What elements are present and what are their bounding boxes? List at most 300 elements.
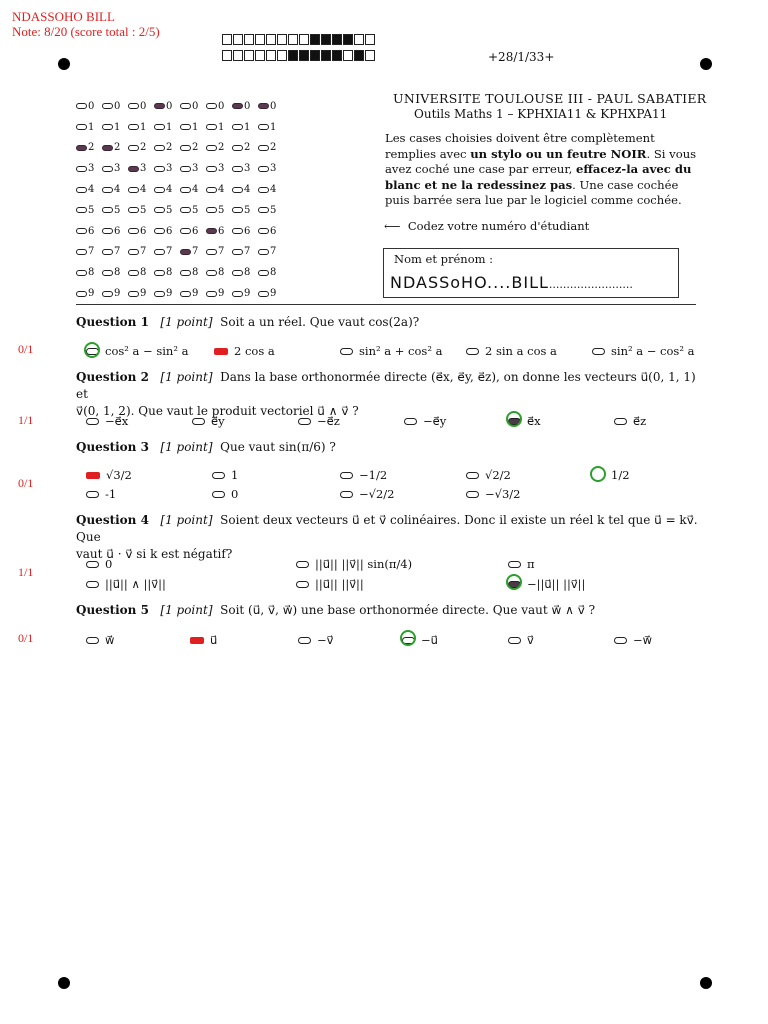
student-id-cell[interactable] [154,205,180,216]
student-id-cell[interactable] [128,246,154,257]
student-id-bubble[interactable] [180,166,191,172]
correct-answer-ring-q5 [400,630,416,646]
student-id-digit: 0 [114,100,121,112]
barcode-row-1-cell [244,34,254,45]
student-id-cell[interactable] [258,246,284,257]
question-1-text: Soit a un réel. Que vaut cos(2a)? [220,315,420,329]
student-id-cell[interactable] [232,205,258,216]
student-id-cell[interactable] [206,226,232,237]
question-2-score: 1/1 [18,413,34,427]
question-4-title: Question 4 [76,513,149,527]
student-id-bubble[interactable] [76,166,87,172]
student-id-bubble[interactable] [258,228,269,234]
barcode-row-2-cell [266,50,276,61]
student-id-cell[interactable] [232,288,258,299]
q1-option-2[interactable]: 2 cos a [214,344,275,358]
student-id-digit: 9 [114,288,121,300]
q3-option-6[interactable]: -1 [86,487,116,501]
student-id-cell[interactable] [232,184,258,195]
student-id-cell[interactable] [76,226,102,237]
student-id-bubble[interactable] [102,103,113,109]
student-id-digit: 8 [166,267,173,279]
student-id-bubble[interactable] [232,145,243,151]
student-id-bubble[interactable] [128,270,139,276]
student-id-digit: 7 [114,246,121,258]
q3-option-3[interactable]: −1/2 [340,468,387,482]
question-5-points: [1 point] [160,603,213,617]
student-id-digit: 1 [244,121,251,133]
student-id-bubble[interactable] [180,291,191,297]
student-id-bubble[interactable] [76,103,87,109]
student-id-digit: 9 [88,288,95,300]
student-id-digit: 4 [166,184,173,196]
student-id-cell[interactable] [76,101,102,112]
q5-option-1[interactable]: w⃗ [86,633,114,647]
student-id-cell[interactable] [154,184,180,195]
student-id-cell[interactable] [180,288,206,299]
student-name-header: NDASSOHO BILL [12,9,115,24]
student-id-cell[interactable] [232,267,258,278]
student-id-bubble[interactable] [76,228,87,234]
student-id-cell[interactable] [180,122,206,133]
q4-option-1[interactable]: 0 [86,557,112,571]
student-id-digit: 2 [218,142,225,154]
student-id-cell[interactable] [128,122,154,133]
q1-option-4[interactable]: 2 sin a cos a [466,344,557,358]
q4-option-6[interactable]: −||u⃗|| ||v⃗|| [508,577,585,591]
student-id-bubble[interactable] [128,166,139,172]
student-id-cell[interactable] [102,226,128,237]
student-id-digit: 8 [114,267,121,279]
student-id-bubble[interactable] [206,103,217,109]
student-id-bubble[interactable] [76,270,87,276]
student-id-digit: 5 [218,204,225,216]
student-id-cell[interactable] [258,226,284,237]
student-id-digit: 1 [270,121,277,133]
student-id-digit: 5 [244,204,251,216]
student-id-digit: 9 [140,288,147,300]
student-id-bubble[interactable] [206,291,217,297]
student-id-bubble[interactable] [102,124,113,130]
student-id-cell[interactable] [206,267,232,278]
q2-option-6[interactable]: e⃗z [614,414,646,428]
student-id-bubble[interactable] [128,291,139,297]
question-2-title: Question 2 [76,370,149,384]
student-id-cell[interactable] [102,184,128,195]
student-id-bubble[interactable] [154,207,165,213]
student-id-bubble[interactable] [128,124,139,130]
student-id-cell[interactable] [180,267,206,278]
student-id-digit: 5 [88,204,95,216]
student-id-cell[interactable] [258,267,284,278]
q5-option-6[interactable]: −w⃗ [614,633,652,647]
student-id-cell[interactable] [154,246,180,257]
student-id-bubble[interactable] [128,207,139,213]
correct-answer-ring-q2 [506,411,522,427]
student-id-cell[interactable] [102,142,128,153]
registration-mark-bottom-right [700,977,712,989]
student-id-bubble[interactable] [232,187,243,193]
question-3-points: [1 point] [160,440,213,454]
student-id-cell[interactable] [232,163,258,174]
student-id-cell[interactable] [102,101,128,112]
q3-option-4[interactable]: √2/2 [466,468,511,482]
student-id-cell[interactable] [76,205,102,216]
barcode-row-2-cell [244,50,254,61]
student-id-digit: 7 [244,246,251,258]
student-id-digit: 4 [140,184,147,196]
student-id-digit: 5 [140,204,147,216]
student-id-bubble[interactable] [232,291,243,297]
student-id-cell[interactable] [258,142,284,153]
question-1-title: Question 1 [76,315,149,329]
student-id-cell[interactable] [76,246,102,257]
student-id-cell[interactable] [232,226,258,237]
student-id-cell[interactable] [180,246,206,257]
student-id-digit: 7 [88,246,95,258]
instructions [385,131,697,209]
student-id-cell[interactable] [154,267,180,278]
student-id-cell[interactable] [154,163,180,174]
student-id-digit: 1 [218,121,225,133]
barcode-row-1-cell [310,34,320,45]
wrong-answer-mark[interactable] [86,472,100,479]
student-id-bubble[interactable] [258,103,269,109]
student-id-bubble[interactable] [258,145,269,151]
student-id-cell[interactable] [128,226,154,237]
student-id-digit: 4 [244,184,251,196]
student-id-bubble[interactable] [258,270,269,276]
student-id-digit: 9 [166,288,173,300]
q5-option-4[interactable]: −u⃗ [402,633,438,647]
student-id-cell[interactable] [102,246,128,257]
student-id-row [76,96,284,117]
correct-answer-ring-q4 [506,574,522,590]
student-id-bubble[interactable] [102,145,113,151]
student-id-digit: 6 [218,225,225,237]
question-4-score: 1/1 [18,565,34,579]
student-id-row [76,138,284,159]
q1-option-3[interactable]: sin² a + cos² a [340,344,442,358]
student-id-cell[interactable] [128,205,154,216]
student-id-cell[interactable] [128,142,154,153]
student-id-bubble[interactable] [154,249,165,255]
student-id-digit: 4 [114,184,121,196]
student-id-digit: 4 [218,184,225,196]
student-id-bubble[interactable] [206,207,217,213]
student-id-bubble[interactable] [206,166,217,172]
student-id-digit: 0 [244,100,251,112]
student-id-digit: 8 [270,267,277,279]
student-id-bubble[interactable] [180,207,191,213]
question-4-text: Soient deux vecteurs u⃗ et v⃗ colinéaires. Donc il existe un réel k tel que u⃗ = kv⃗. Que [76,513,698,544]
student-id-bubble[interactable] [154,103,165,109]
student-id-cell[interactable] [128,101,154,112]
student-id-bubble[interactable] [128,103,139,109]
q5-option-5[interactable]: v⃗ [508,633,534,647]
student-id-cell[interactable] [76,163,102,174]
student-id-bubble[interactable] [102,166,113,172]
instructions-text-2: . Si vous avez coché une case par erreur, [385,146,697,177]
student-id-digit: 2 [140,142,147,154]
name-box-label: Nom et prénom : [394,252,494,266]
barcode-row-2-cell [255,50,265,61]
student-id-bubble[interactable] [180,228,191,234]
q3-option-9[interactable]: −√3/2 [466,487,520,501]
student-id-digit: 6 [270,225,277,237]
student-id-digit: 2 [88,142,95,154]
q3-option-5[interactable]: 1/2 [611,468,630,482]
student-id-cell[interactable] [154,101,180,112]
q4-option-2[interactable]: ||u⃗|| ||v⃗|| sin(π/4) [296,557,412,571]
student-id-bubble[interactable] [76,291,87,297]
student-id-bubble[interactable] [128,249,139,255]
student-id-digit: 1 [166,121,173,133]
student-id-cell[interactable] [258,163,284,174]
q2-option-5[interactable]: e⃗x [508,414,541,428]
student-id-bubble[interactable] [258,249,269,255]
student-id-bubble[interactable] [128,187,139,193]
student-id-cell[interactable] [206,122,232,133]
q4-option-4[interactable]: ||u⃗|| ∧ ||v⃗|| [86,577,166,591]
registration-mark-top-right [700,58,712,70]
student-id-cell[interactable] [102,122,128,133]
student-id-cell[interactable] [128,288,154,299]
student-id-digit: 7 [166,246,173,258]
student-id-bubble[interactable] [76,124,87,130]
student-id-bubble[interactable] [206,249,217,255]
student-id-cell[interactable] [128,267,154,278]
student-id-bubble[interactable] [258,124,269,130]
student-id-cell[interactable] [258,205,284,216]
student-id-digit: 0 [192,100,199,112]
student-id-bubble[interactable] [206,124,217,130]
student-id-digit: 5 [270,204,277,216]
q1-option-5[interactable]: sin² a − cos² a [592,344,694,358]
q2-option-3[interactable]: −e⃗z [298,414,340,428]
student-id-cell[interactable] [206,205,232,216]
student-id-digit: 6 [192,225,199,237]
q3-option-7[interactable]: 0 [212,487,238,501]
student-id-cell[interactable] [180,226,206,237]
student-id-cell[interactable] [232,122,258,133]
student-id-bubble[interactable] [102,270,113,276]
student-id-digit: 6 [114,225,121,237]
student-id-cell[interactable] [180,101,206,112]
barcode-row-2-cell [365,50,375,61]
student-id-cell[interactable] [128,163,154,174]
student-id-cell[interactable] [258,122,284,133]
student-id-cell[interactable] [154,142,180,153]
student-id-bubble[interactable] [206,228,217,234]
student-id-bubble[interactable] [128,145,139,151]
student-id-row [76,242,284,263]
student-id-cell[interactable] [154,288,180,299]
student-id-bubble[interactable] [232,228,243,234]
name-box-value [390,273,633,292]
student-id-bubble[interactable] [76,207,87,213]
student-id-digit: 1 [88,121,95,133]
student-id-bubble[interactable] [232,270,243,276]
q1-option-1[interactable]: cos² a − sin² a [86,344,188,358]
student-id-cell[interactable] [206,184,232,195]
student-id-bubble[interactable] [102,249,113,255]
student-id-bubble[interactable] [128,228,139,234]
student-id-digit: 5 [192,204,199,216]
q2-option-4[interactable]: −e⃗y [404,414,446,428]
student-id-bubble[interactable] [154,145,165,151]
student-id-cell[interactable] [180,142,206,153]
question-5-text: Soit (u⃗, v⃗, w⃗) une base orthonormée directe. Que vaut w⃗ ∧ v⃗ ? [220,603,596,617]
student-id-bubble[interactable] [232,103,243,109]
student-id-bubble[interactable] [154,270,165,276]
student-id-bubble[interactable] [232,249,243,255]
student-id-cell[interactable] [258,184,284,195]
wrong-answer-mark[interactable] [214,348,228,355]
student-id-cell[interactable] [206,163,232,174]
student-id-cell[interactable] [76,288,102,299]
student-id-cell[interactable] [154,122,180,133]
student-id-bubble[interactable] [154,124,165,130]
name-box[interactable] [383,248,679,298]
student-id-digit: 2 [114,142,121,154]
barcode-row-1-cell [255,34,265,45]
question-2-points: [1 point] [160,370,213,384]
student-id-row [76,158,284,179]
student-id-digit: 8 [88,267,95,279]
student-id-cell[interactable] [76,267,102,278]
student-id-bubble[interactable] [76,249,87,255]
q4-option-3[interactable]: π [508,557,535,571]
barcode-row-2-cell [343,50,353,61]
student-id-bubble[interactable] [102,187,113,193]
student-id-digit: 4 [192,184,199,196]
student-id-bubble[interactable] [154,166,165,172]
student-id-cell[interactable] [180,205,206,216]
q3-option-8[interactable]: −√2/2 [340,487,394,501]
student-id-bubble[interactable] [180,270,191,276]
student-id-bubble[interactable] [180,103,191,109]
q5-option-2[interactable]: u⃗ [190,633,217,647]
student-id-cell[interactable] [232,101,258,112]
wrong-answer-mark[interactable] [190,637,204,644]
q4-option-5[interactable]: ||u⃗|| ||v⃗|| [296,577,364,591]
student-id-cell[interactable] [180,163,206,174]
student-id-cell[interactable] [76,142,102,153]
student-id-digit: 3 [218,163,225,175]
student-id-row [76,283,284,304]
question-5 [76,602,701,619]
student-id-digit: 7 [218,246,225,258]
question-3-title: Question 3 [76,440,149,454]
student-id-digit: 6 [244,225,251,237]
barcode-row-2-cell [354,50,364,61]
name-dots: ........................ [548,278,633,291]
student-id-cell[interactable] [206,288,232,299]
student-id-cell[interactable] [76,184,102,195]
question-1-score: 0/1 [18,342,34,356]
student-id-cell[interactable] [206,101,232,112]
student-id-bubble[interactable] [232,124,243,130]
student-id-cell[interactable] [258,101,284,112]
student-id-digit: 0 [140,100,147,112]
student-id-digit: 0 [88,100,95,112]
q3-option-2[interactable]: 1 [212,468,238,482]
student-id-digit: 5 [166,204,173,216]
q5-option-3[interactable]: −v⃗ [298,633,333,647]
student-id-bubble[interactable] [154,291,165,297]
student-id-bubble[interactable] [180,145,191,151]
student-id-bubble[interactable] [180,124,191,130]
student-id-cell[interactable] [102,288,128,299]
question-2 [76,369,701,420]
student-id-digit: 4 [270,184,277,196]
student-id-bubble[interactable] [258,187,269,193]
barcode-row-2-cell [233,50,243,61]
barcode-row-1-cell [354,34,364,45]
student-id-bubble[interactable] [232,166,243,172]
student-id-cell[interactable] [206,142,232,153]
barcode-row-2-cell [310,50,320,61]
student-id-digit: 8 [218,267,225,279]
student-id-cell[interactable] [102,267,128,278]
student-id-cell[interactable] [232,246,258,257]
student-id-bubble[interactable] [180,249,191,255]
student-id-digit: 3 [192,163,199,175]
student-id-bubble[interactable] [206,270,217,276]
student-id-cell[interactable] [180,184,206,195]
student-id-bubble[interactable] [258,166,269,172]
student-id-digit: 2 [166,142,173,154]
student-id-bubble[interactable] [180,187,191,193]
separator-line [76,304,696,305]
student-id-bubble[interactable] [76,145,87,151]
student-id-bubble[interactable] [76,187,87,193]
student-id-bubble[interactable] [102,291,113,297]
student-id-bubble[interactable] [206,145,217,151]
student-id-digit: 9 [244,288,251,300]
student-id-bubble[interactable] [232,207,243,213]
arrow-left-icon: ⟵ [384,219,401,233]
student-id-cell[interactable] [102,163,128,174]
q2-option-1[interactable]: −e⃗x [86,414,128,428]
barcode-row-2-cell [321,50,331,61]
student-id-bubble[interactable] [154,228,165,234]
barcode-row-1-cell [233,34,243,45]
student-id-cell[interactable] [154,226,180,237]
student-id-bubble[interactable] [258,207,269,213]
student-id-cell[interactable] [76,122,102,133]
question-2-text-2: v⃗(0, 1, 2). Que vaut le produit vectoriel u⃗ ∧ v⃗ ? [76,404,359,418]
student-id-bubble[interactable] [258,291,269,297]
student-id-bubble[interactable] [102,207,113,213]
student-id-digit: 7 [270,246,277,258]
student-id-bubble[interactable] [206,187,217,193]
student-id-digit: 8 [192,267,199,279]
student-id-cell[interactable] [232,142,258,153]
student-id-digit: 3 [166,163,173,175]
student-id-cell[interactable] [128,184,154,195]
student-id-cell[interactable] [258,288,284,299]
q2-option-2[interactable]: e⃗y [192,414,225,428]
student-id-bubble[interactable] [154,187,165,193]
student-id-bubble[interactable] [102,228,113,234]
student-id-digit: 3 [140,163,147,175]
student-id-cell[interactable] [206,246,232,257]
student-id-grid[interactable] [76,96,284,304]
q3-option-1[interactable]: √3/2 [86,468,132,482]
student-id-cell[interactable] [102,205,128,216]
